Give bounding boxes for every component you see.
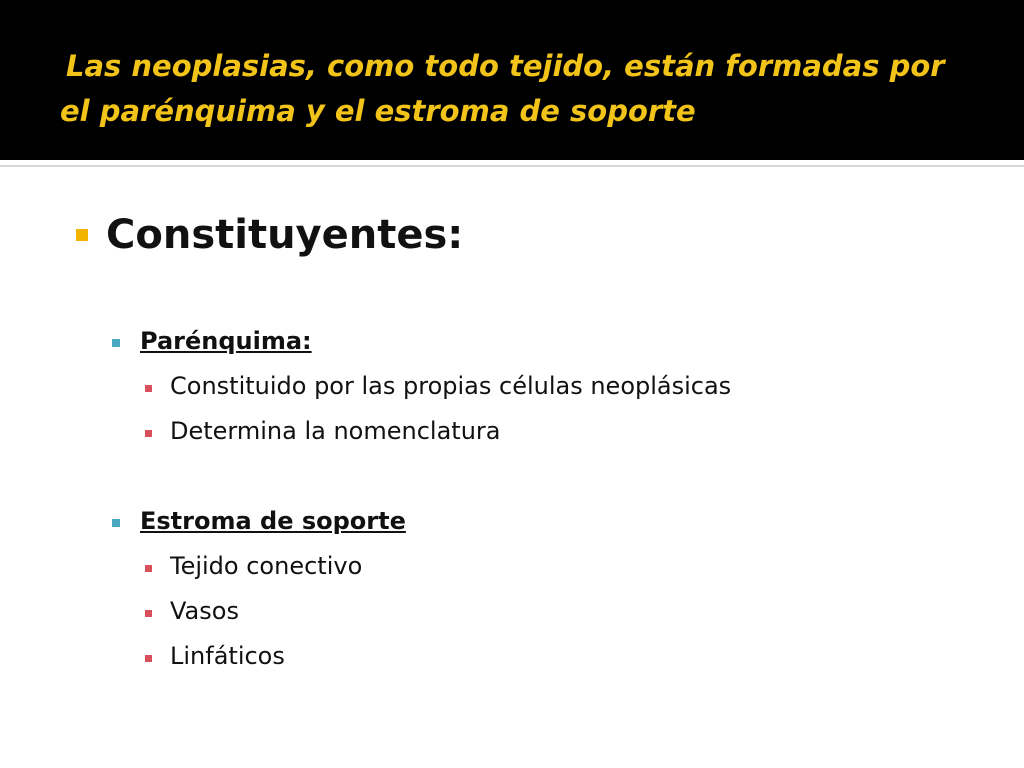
slide-title-line-1: Las neoplasias, como todo tejido, están formadas por	[66, 49, 945, 83]
list-item-text: Constituido por las propias células neoplásicas	[170, 372, 732, 400]
square-bullet-icon	[145, 430, 152, 437]
square-bullet-icon	[76, 229, 88, 241]
heading-text: Constituyentes:	[106, 212, 464, 258]
square-bullet-icon	[145, 610, 152, 617]
slide-title-line-2: el parénquima y el estroma de soporte	[60, 94, 696, 128]
section-label: Estroma de soporte	[140, 507, 406, 535]
section-label: Parénquima:	[140, 327, 312, 355]
square-bullet-icon	[112, 339, 120, 347]
square-bullet-icon	[145, 565, 152, 572]
square-bullet-icon	[145, 385, 152, 392]
list-item-text: Determina la nomenclatura	[170, 417, 501, 445]
square-bullet-icon	[145, 655, 152, 662]
list-item-text: Vasos	[170, 597, 239, 625]
list-item-text: Tejido conectivo	[170, 552, 363, 580]
list-item-text: Linfáticos	[170, 642, 285, 670]
square-bullet-icon	[112, 519, 120, 527]
